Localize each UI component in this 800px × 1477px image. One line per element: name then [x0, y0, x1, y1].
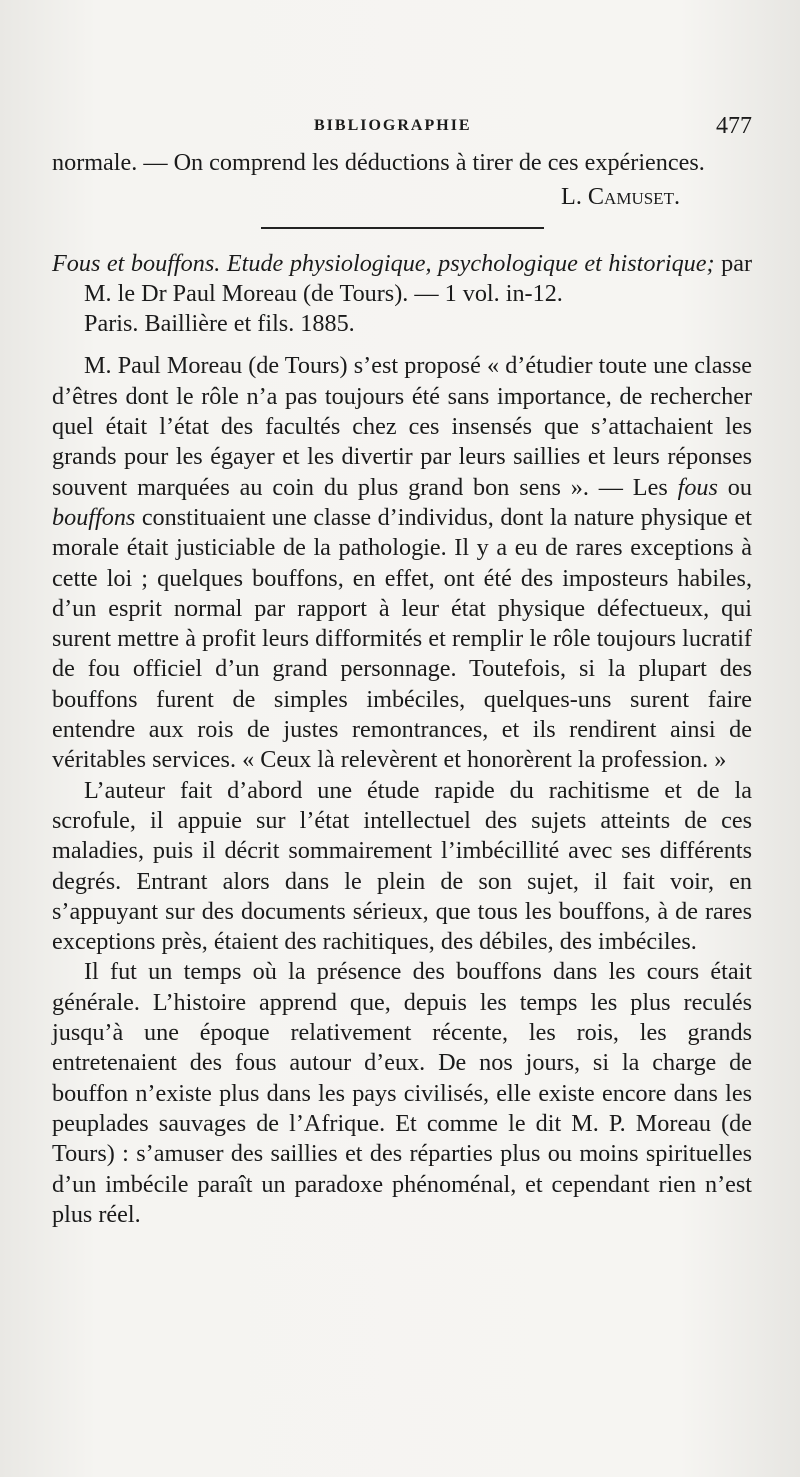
signature-name: Camuset. — [587, 183, 680, 211]
book-reference — [52, 249, 752, 310]
word-ou: ou — [717, 473, 752, 501]
running-head: BIBLIOGRAPHIE — [314, 117, 472, 134]
page-number: 477 — [716, 113, 752, 139]
page-header — [52, 113, 752, 143]
paragraph-1-part-1: M. Paul Moreau (de Tours) s’est proposé « d’étudier toute une classe d’êtres dont le rôle n’a pas toujours été sans importance, de rechercher quel était l’état des facultés chez ces insensés que s’attachaient les grands pour les égayer et les divertir par leurs saillies et leurs réponses souvent marquées au coin du plus grand bon sens ». — Les — [52, 352, 752, 501]
book-publisher: Paris. Baillière et fils. 1885. — [84, 310, 355, 338]
term-fous: fous — [677, 473, 718, 501]
term-bouffons: bouffons — [52, 503, 136, 531]
review-paragraph-3: Il fut un temps où la présence des bouffons dans les cours était générale. L’histoire apprend que, depuis les temps les plus reculés jusqu’à une époque relativement récente, les rois, les grands entretenaient des fous autour d’eux. De nos jours, si la charge de bouffon n’existe plus dans les pays civilisés, elle existe encore dans les peuplades sauvages de l’Afrique. Et comme le dit M. P. Moreau (de Tours) : s’amuser des saillies et des réparties plus ou moins spirituelles d’un imbécile paraît un paradoxe phénoménal, et cependant rien n’est plus réel. — [52, 958, 752, 1228]
reviewer-signature — [52, 182, 752, 212]
signature-initial: L. — [561, 183, 582, 211]
body-text — [52, 148, 752, 1230]
previous-review-ending: normale. — On comprend les déductions à tirer de ces expériences. — [52, 149, 705, 176]
review-paragraph-2: L’auteur fait d’abord une étude rapide du rachitisme et de la scrofule, il appuie sur l’état intellectuel des sujets atteints de ces maladies, puis il décrit sommairement l’imbécillité avec ses différents degrés. Entrant alors dans le plein de son sujet, il fait voir, en s’appuyant sur des documents sérieux, que tous les bouffons, à de rares exceptions près, étaient des rachitiques, des débiles, des imbéciles. — [52, 776, 752, 956]
paragraph-1-part-2: constituaient une classe d’individus, dont la nature physique et morale était justiciable de la pathologie. Il y a eu de rares exceptions à cette loi ; quelques bouffons, en effet, ont été des imposteurs habiles, d’un esprit normal par rapport à leur état physique défectueux, qui surent mettre à profit leurs difformités et remplir le rôle toujours lucratif de fou officiel d’un grand personnage. Toutefois, si la plupart des bouffons furent de simples imbéciles, quelques-uns surent faire entendre aux rois de justes remontrances, et ils rendirent ainsi de véritables services. « Ceux là relevèrent et honorèrent la profession. » — [52, 503, 752, 774]
section-divider — [261, 227, 544, 229]
book-title: Fous et bouffons. Etude physiologique, psychologique et historique; — [52, 249, 715, 277]
review-paragraph-1 — [52, 351, 752, 775]
book-author: par M. le Dr Paul Moreau (de Tours). — 1 vol. in-12. — [84, 249, 752, 307]
